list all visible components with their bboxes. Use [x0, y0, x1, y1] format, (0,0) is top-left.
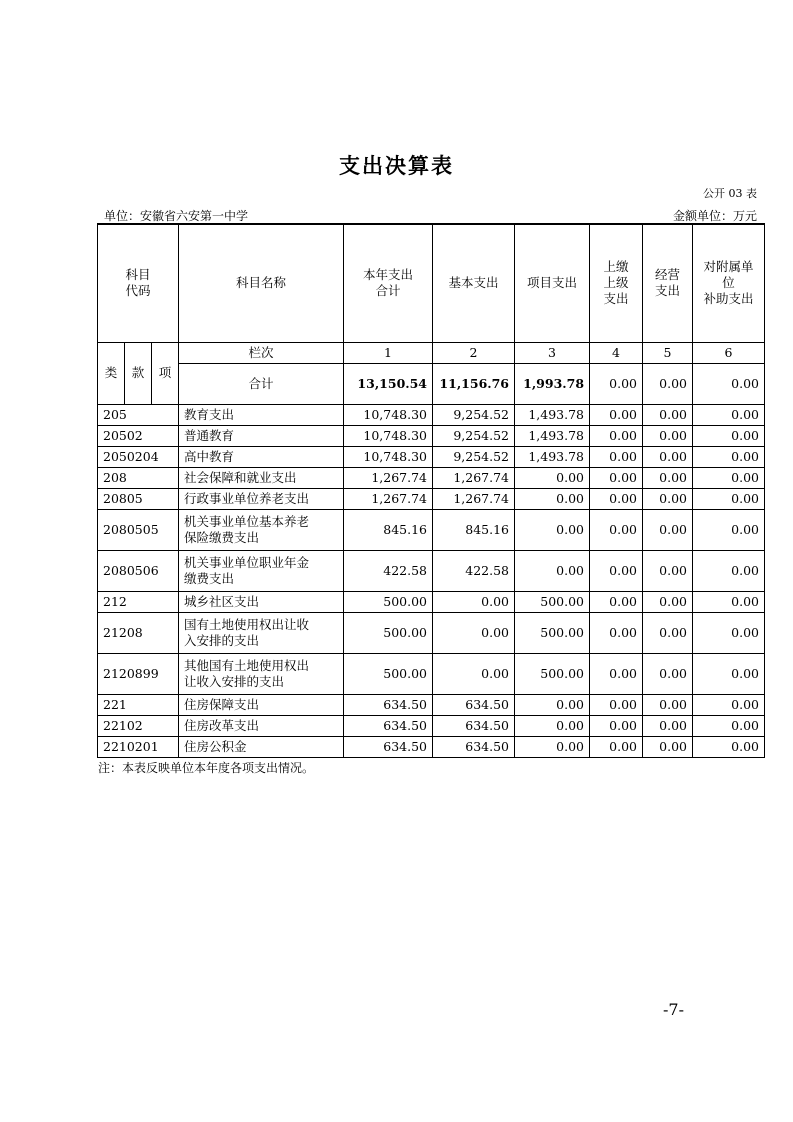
cell-upper: 0.00 [590, 715, 643, 736]
cell-project: 1,493.78 [515, 425, 590, 446]
table-row [98, 467, 765, 488]
subject-code: 20805 [98, 488, 179, 509]
cell-operating: 0.00 [643, 425, 693, 446]
table-row [98, 694, 765, 715]
header-lanci: 栏次 [179, 342, 344, 363]
subject-code: 205 [98, 404, 179, 425]
cell-upper: 0.00 [590, 653, 643, 694]
subject-code: 2120899 [98, 653, 179, 694]
subject-code: 2210201 [98, 736, 179, 757]
table-row [98, 425, 765, 446]
cell-subsidy: 0.00 [693, 550, 765, 591]
subject-name: 机关事业单位职业年金 缴费支出 [179, 550, 344, 591]
cell-operating: 0.00 [643, 467, 693, 488]
subject-name: 普通教育 [179, 425, 344, 446]
cell-basic: 0.00 [433, 612, 515, 653]
subject-code: 2080505 [98, 509, 179, 550]
cell-operating: 0.00 [643, 694, 693, 715]
header-subsidy: 对附属单 位 补助支出 [693, 224, 765, 342]
header-basic: 基本支出 [433, 224, 515, 342]
subject-name: 社会保障和就业支出 [179, 467, 344, 488]
subject-name: 高中教育 [179, 446, 344, 467]
table-row [98, 736, 765, 757]
cell-upper: 0.00 [590, 488, 643, 509]
subject-name: 国有土地使用权出让收 入安排的支出 [179, 612, 344, 653]
cell-subsidy: 0.00 [693, 446, 765, 467]
subject-name: 其他国有土地使用权出 让收入安排的支出 [179, 653, 344, 694]
cell-total: 422.58 [344, 550, 433, 591]
subject-code: 22102 [98, 715, 179, 736]
cell-basic: 422.58 [433, 550, 515, 591]
cell-subsidy: 0.00 [693, 591, 765, 612]
table-row [98, 488, 765, 509]
table-note: 注：本表反映单位本年度各项支出情况。 [98, 761, 315, 775]
cell-upper: 0.00 [590, 446, 643, 467]
cell-project: 0.00 [515, 715, 590, 736]
col-number: 5 [643, 342, 693, 363]
subject-name: 住房改革支出 [179, 715, 344, 736]
table-row [98, 612, 765, 653]
cell-upper: 0.00 [590, 550, 643, 591]
cell-subsidy: 0.00 [693, 488, 765, 509]
table-row [98, 550, 765, 591]
subject-code: 212 [98, 591, 179, 612]
cell-project: 0.00 [515, 467, 590, 488]
cell-project: 1,493.78 [515, 404, 590, 425]
total-amount: 13,150.54 [344, 363, 433, 404]
subject-name: 机关事业单位基本养老 保险缴费支出 [179, 509, 344, 550]
cell-basic: 634.50 [433, 694, 515, 715]
cell-upper: 0.00 [590, 509, 643, 550]
table-row [98, 653, 765, 694]
cell-total: 1,267.74 [344, 488, 433, 509]
subject-code: 208 [98, 467, 179, 488]
total-operating: 0.00 [643, 363, 693, 404]
cell-project: 0.00 [515, 736, 590, 757]
cell-operating: 0.00 [643, 446, 693, 467]
cell-operating: 0.00 [643, 715, 693, 736]
cell-subsidy: 0.00 [693, 694, 765, 715]
subject-code: 2050204 [98, 446, 179, 467]
cell-subsidy: 0.00 [693, 653, 765, 694]
cell-project: 0.00 [515, 488, 590, 509]
col-number: 3 [515, 342, 590, 363]
cell-subsidy: 0.00 [693, 736, 765, 757]
cell-basic: 1,267.74 [433, 488, 515, 509]
cell-operating: 0.00 [643, 488, 693, 509]
page-title: 支出决算表 [339, 154, 454, 178]
total-basic: 11,156.76 [433, 363, 515, 404]
header-name: 科目名称 [179, 224, 344, 342]
cell-basic: 0.00 [433, 653, 515, 694]
amount-unit: 金额单位：万元 [672, 209, 757, 223]
cell-total: 1,267.74 [344, 467, 433, 488]
cell-upper: 0.00 [590, 612, 643, 653]
header-kuan: 款 [125, 342, 152, 404]
cell-total: 634.50 [344, 715, 433, 736]
cell-project: 500.00 [515, 612, 590, 653]
form-number: 公开 03 表 [703, 187, 757, 200]
cell-operating: 0.00 [643, 653, 693, 694]
total-subsidy: 0.00 [693, 363, 765, 404]
subject-code: 21208 [98, 612, 179, 653]
cell-upper: 0.00 [590, 467, 643, 488]
cell-total: 634.50 [344, 736, 433, 757]
cell-project: 0.00 [515, 509, 590, 550]
cell-total: 10,748.30 [344, 404, 433, 425]
header-xiang: 项 [152, 342, 179, 404]
subject-code: 2080506 [98, 550, 179, 591]
cell-basic: 1,267.74 [433, 467, 515, 488]
cell-total: 634.50 [344, 694, 433, 715]
subject-name: 行政事业单位养老支出 [179, 488, 344, 509]
cell-subsidy: 0.00 [693, 425, 765, 446]
cell-basic: 0.00 [433, 591, 515, 612]
total-upper: 0.00 [590, 363, 643, 404]
cell-operating: 0.00 [643, 612, 693, 653]
cell-basic: 845.16 [433, 509, 515, 550]
cell-project: 500.00 [515, 591, 590, 612]
table-row [98, 715, 765, 736]
cell-project: 0.00 [515, 550, 590, 591]
cell-operating: 0.00 [643, 404, 693, 425]
header-project: 项目支出 [515, 224, 590, 342]
expenditure-table [97, 223, 765, 758]
cell-upper: 0.00 [590, 736, 643, 757]
cell-project: 0.00 [515, 694, 590, 715]
header-total: 本年支出 合计 [344, 224, 433, 342]
cell-basic: 9,254.52 [433, 446, 515, 467]
cell-subsidy: 0.00 [693, 509, 765, 550]
header-upper: 上缴 上级 支出 [590, 224, 643, 342]
cell-upper: 0.00 [590, 694, 643, 715]
total-label: 合计 [179, 363, 344, 404]
col-number: 6 [693, 342, 765, 363]
cell-upper: 0.00 [590, 591, 643, 612]
subject-code: 221 [98, 694, 179, 715]
cell-operating: 0.00 [643, 591, 693, 612]
header-code: 科目 代码 [98, 224, 179, 342]
subject-name: 住房公积金 [179, 736, 344, 757]
cell-subsidy: 0.00 [693, 715, 765, 736]
table-row [98, 446, 765, 467]
header-operating: 经营 支出 [643, 224, 693, 342]
cell-subsidy: 0.00 [693, 612, 765, 653]
cell-operating: 0.00 [643, 509, 693, 550]
col-number: 4 [590, 342, 643, 363]
cell-basic: 9,254.52 [433, 425, 515, 446]
col-number: 1 [344, 342, 433, 363]
table-row [98, 509, 765, 550]
table-row [98, 591, 765, 612]
subject-name: 教育支出 [179, 404, 344, 425]
cell-basic: 9,254.52 [433, 404, 515, 425]
cell-operating: 0.00 [643, 736, 693, 757]
cell-total: 845.16 [344, 509, 433, 550]
subject-name: 住房保障支出 [179, 694, 344, 715]
cell-total: 10,748.30 [344, 425, 433, 446]
cell-basic: 634.50 [433, 715, 515, 736]
page-number: -7- [663, 1000, 684, 1019]
cell-operating: 0.00 [643, 550, 693, 591]
header-lei: 类 [98, 342, 125, 404]
cell-upper: 0.00 [590, 425, 643, 446]
table-row [98, 404, 765, 425]
total-project: 1,993.78 [515, 363, 590, 404]
cell-basic: 634.50 [433, 736, 515, 757]
reporting-unit: 单位：安徽省六安第一中学 [104, 209, 249, 223]
subject-code: 20502 [98, 425, 179, 446]
header-row [98, 224, 765, 342]
cell-subsidy: 0.00 [693, 467, 765, 488]
cell-project: 500.00 [515, 653, 590, 694]
cell-total: 500.00 [344, 612, 433, 653]
cell-project: 1,493.78 [515, 446, 590, 467]
subject-name: 城乡社区支出 [179, 591, 344, 612]
cell-subsidy: 0.00 [693, 404, 765, 425]
column-number-row [98, 342, 765, 363]
cell-total: 500.00 [344, 653, 433, 694]
cell-total: 500.00 [344, 591, 433, 612]
col-number: 2 [433, 342, 515, 363]
total-row [98, 363, 765, 404]
cell-upper: 0.00 [590, 404, 643, 425]
cell-total: 10,748.30 [344, 446, 433, 467]
